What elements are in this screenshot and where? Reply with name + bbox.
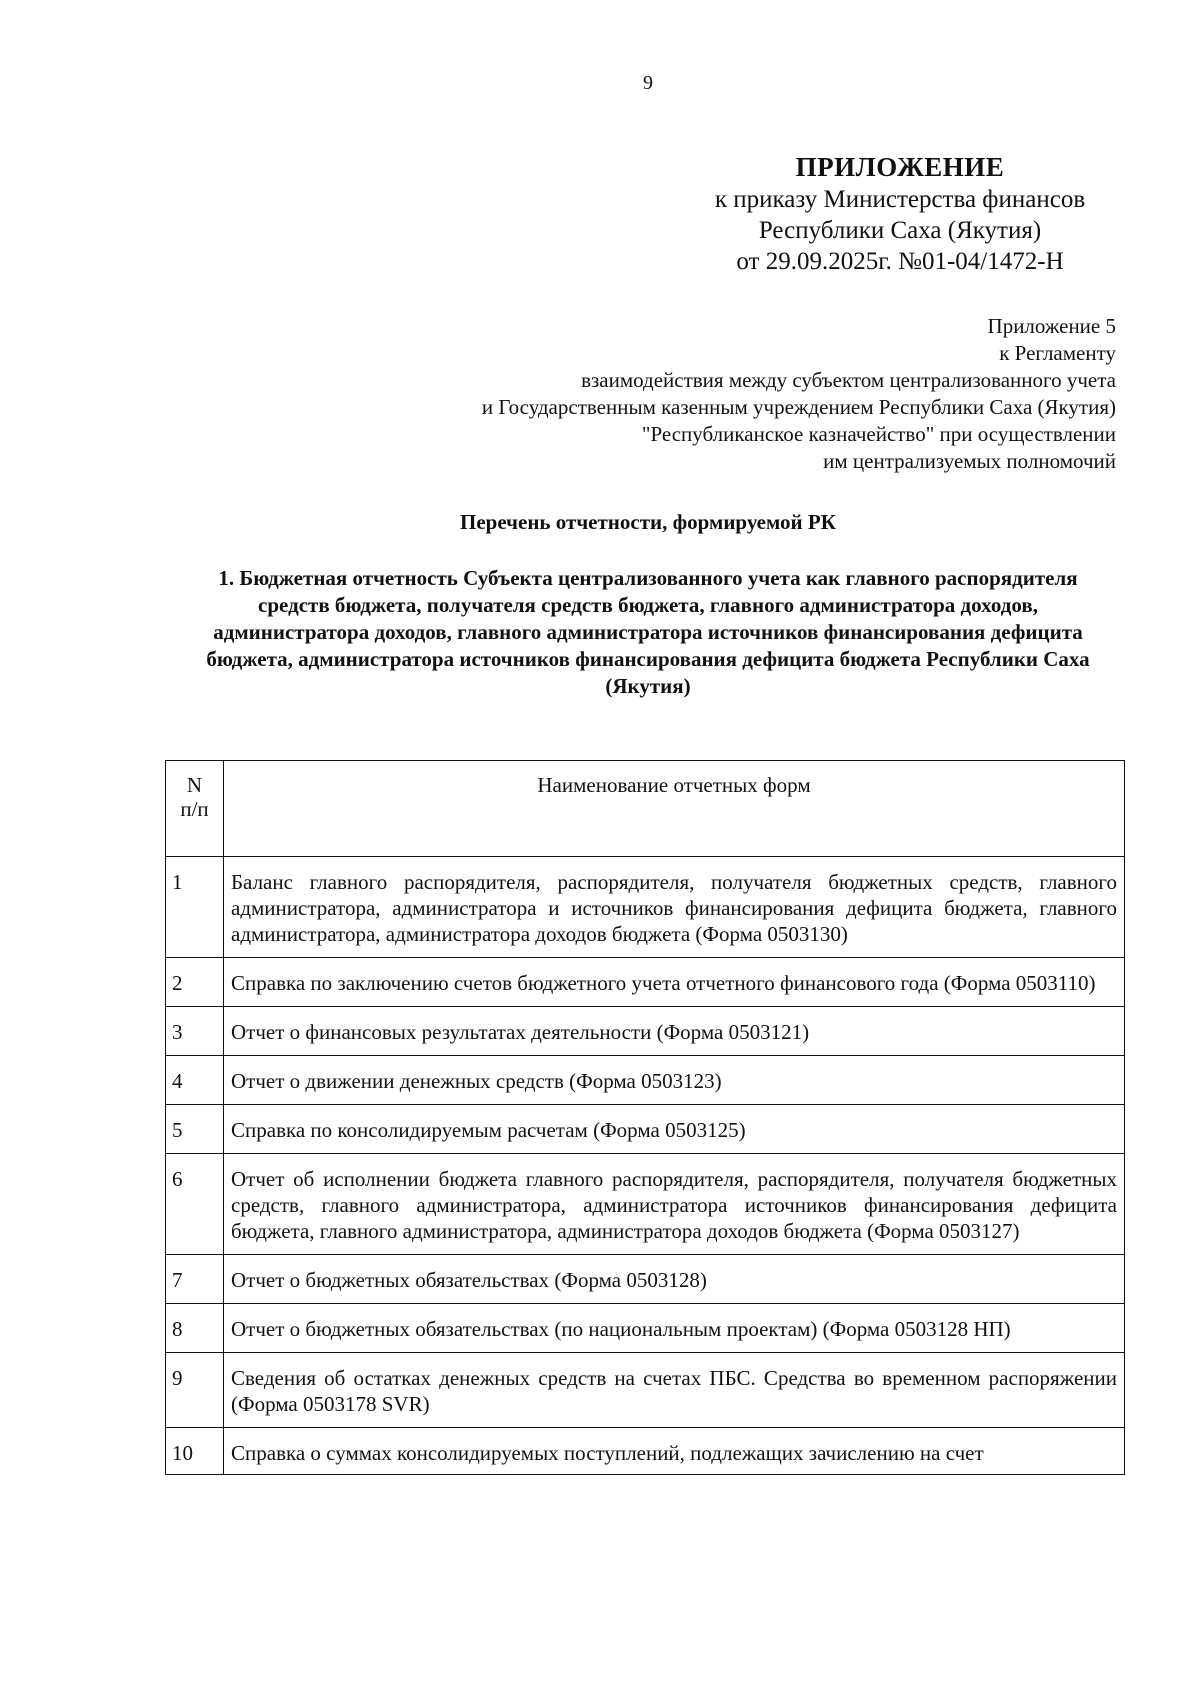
row-number: 7 <box>166 1255 224 1304</box>
table-row <box>166 1105 1125 1154</box>
row-number: 8 <box>166 1304 224 1353</box>
regulation-line: и Государственным казенным учреждением Республики Саха (Якутия) <box>481 395 1116 419</box>
row-form-name: Сведения об остатках денежных средств на счетах ПБС. Средства во временном распоряжении (Форма 0503178 SVR) <box>224 1353 1125 1428</box>
table-row <box>166 958 1125 1007</box>
row-form-name: Отчет о финансовых результатах деятельности (Форма 0503121) <box>224 1007 1125 1056</box>
column-header-number <box>166 761 224 857</box>
regulation-line: взаимодействия между субъектом централизованного учета <box>581 368 1116 392</box>
table-row <box>166 1255 1125 1304</box>
page-number: 9 <box>643 72 653 94</box>
appendix-title: ПРИЛОЖЕНИЕ <box>795 152 1005 182</box>
appendix-line: от 29.09.2025г. №01-04/1472-Н <box>736 248 1064 275</box>
row-number: 1 <box>166 857 224 958</box>
table-row <box>166 857 1125 958</box>
table-row <box>166 1056 1125 1105</box>
section-title: 1. Бюджетная отчетность Субъекта централизованного учета как главного распорядителя средств бюджета, получателя средств бюджета, главного администратора доходов, администратора доходов, главного администратора источников финансирования дефицита бюджета, администратора источников финансирования дефицита бюджета Республики Саха (Якутия) <box>206 566 1090 698</box>
regulation-reference <box>482 313 1116 475</box>
row-form-name: Баланс главного распорядителя, распорядителя, получателя бюджетных средств, главного администратора, администратора и источников финансирования дефицита бюджета, главного администратора, администратора доходов бюджета (Форма 0503130) <box>224 857 1125 958</box>
table-row <box>166 1154 1125 1255</box>
list-title: Перечень отчетности, формируемой РК <box>460 510 836 534</box>
table-row <box>166 1428 1125 1475</box>
row-form-name: Отчет о бюджетных обязательствах (по национальным проектам) (Форма 0503128 НП) <box>224 1304 1125 1353</box>
table-row <box>166 1353 1125 1428</box>
row-number: 10 <box>166 1428 224 1475</box>
table-header-row <box>166 761 1125 857</box>
row-number: 9 <box>166 1353 224 1428</box>
regulation-line: им централизуемых полномочий <box>823 449 1116 473</box>
header-n: N <box>186 773 203 797</box>
column-header-name: Наименование отчетных форм <box>224 761 1125 857</box>
regulation-line: "Республиканское казначейство" при осуществлении <box>641 422 1116 446</box>
row-number: 3 <box>166 1007 224 1056</box>
appendix-header <box>600 150 1200 277</box>
row-form-name: Отчет об исполнении бюджета главного распорядителя, распорядителя, получателя бюджетных средств, главного администратора, администратора источников финансирования дефицита бюджета, главного администратора, администратора доходов бюджета (Форма 0503127) <box>224 1154 1125 1255</box>
row-number: 6 <box>166 1154 224 1255</box>
appendix-line: к приказу Министерства финансов <box>714 186 1086 213</box>
row-number: 2 <box>166 958 224 1007</box>
row-number: 4 <box>166 1056 224 1105</box>
row-form-name: Справка о суммах консолидируемых поступлений, подлежащих зачислению на счет <box>224 1428 1125 1475</box>
row-form-name: Отчет о движении денежных средств (Форма 0503123) <box>224 1056 1125 1105</box>
regulation-line: к Регламенту <box>999 341 1116 365</box>
row-form-name: Справка по заключению счетов бюджетного учета отчетного финансового года (Форма 0503110) <box>224 958 1125 1007</box>
table-row <box>166 1304 1125 1353</box>
row-form-name: Справка по консолидируемым расчетам (Форма 0503125) <box>224 1105 1125 1154</box>
header-pp: п/п <box>180 797 209 821</box>
report-forms-table <box>165 760 1125 1475</box>
row-form-name: Отчет о бюджетных обязательствах (Форма 0503128) <box>224 1255 1125 1304</box>
table-row <box>166 1007 1125 1056</box>
appendix-line: Республики Саха (Якутия) <box>758 217 1042 244</box>
regulation-line: Приложение 5 <box>987 314 1116 338</box>
row-number: 5 <box>166 1105 224 1154</box>
